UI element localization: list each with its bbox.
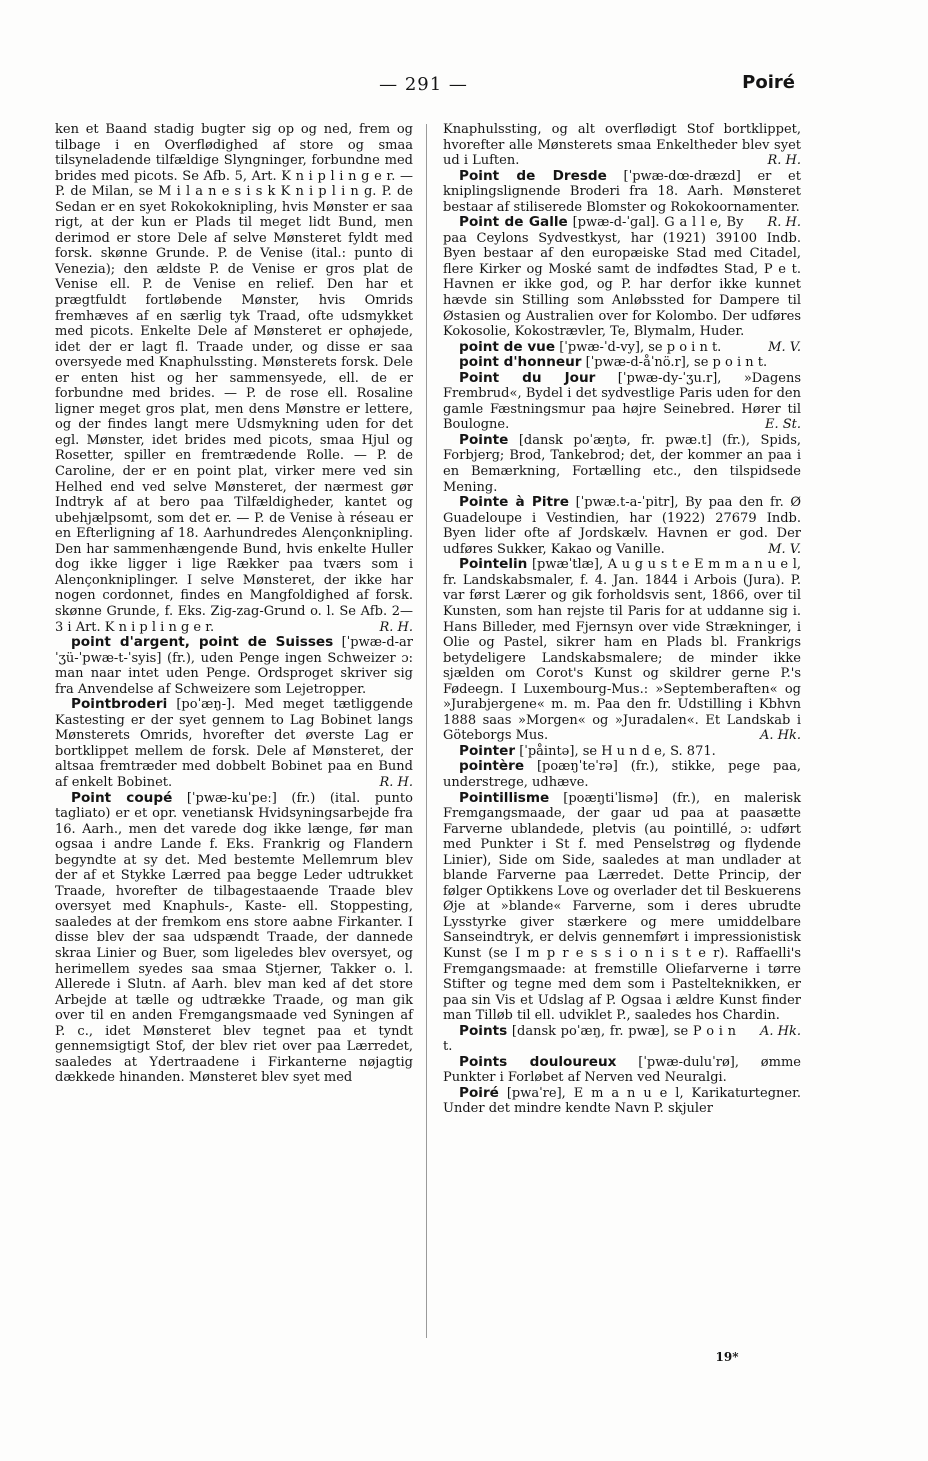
right-column xyxy=(443,122,801,1117)
author-signature: R. H. xyxy=(767,153,801,169)
entry-body: [ˈpåintə], se H u n d e, S. 871. xyxy=(519,743,716,759)
author-signature: M. V. xyxy=(768,339,801,355)
entry-headword: Points xyxy=(459,1022,508,1039)
entry-body: [dansk poˈæŋ, fr. pwæ], se P o i n t. xyxy=(443,1023,736,1055)
entry-point-coupe xyxy=(55,791,413,1086)
entry-pointere xyxy=(443,759,801,790)
entry-points-douloureux xyxy=(443,1055,801,1086)
entry-headword: Pointelin xyxy=(459,556,528,573)
entry-body: [ˈpwæ-duluˈrø], ømme Punkter i Forløbet af Nerven ved Neuralgi. xyxy=(443,1054,801,1086)
entry-body: [ˈpwæ-d-åˈnö.r], se p o i n t. xyxy=(585,355,768,371)
entry-poire xyxy=(443,1086,801,1117)
author-signature: M. V. xyxy=(768,541,801,557)
entry-pointelin xyxy=(443,557,801,744)
author-signature: R. H. xyxy=(767,215,801,231)
entry-body: [pwaˈre], E m a n u e l, Karikaturtegner. Under det mindre kendte Navn P. skjuler xyxy=(443,1085,801,1117)
entry-pointe xyxy=(443,433,801,495)
entry-headword: Pointer xyxy=(459,742,516,759)
entry-pointe-a-pitre xyxy=(443,495,801,557)
entry-body: [poˈæŋ-]. Med meget tætliggende Kastesting er der syet gennem to Lag Bobinet langs Mønsterets Omrids, hvorefter det øverste Lag er bortklippet mellem de forsk. Dele af Mønsteret, der altsaa fremtræder med dobbelt Bobinet paa en Bund af enkelt Bobinet. xyxy=(55,697,413,790)
entry-headword: Poiré xyxy=(459,1084,499,1101)
author-signature: E. St. xyxy=(764,417,801,433)
entry-headword: Points douloureux xyxy=(459,1053,617,1070)
entry-body: [ˈpwæ-dy-ˈʒu.r], »Dagens Frembrud«, Bydel i det sydvestlige Paris uden for den gamle Fæstningsmur paa højre Seinebred. Hører til Boulogne. xyxy=(443,370,802,433)
entry-headword: Pointbroderi xyxy=(71,696,168,713)
entry-body: [pwæˈtlæ], A u g u s t e E m m a n u e l, fr. Landskabsmaler, f. 4. Jan. 1844 i Arbois (Jura). P. var først Lærer og gik forholdsvis sent, 1866, over til Kunsten, som han rejste til Paris for at uddanne sig i. Hans Billeder, med Fjernsyn over vide Strækninger, i Olie og Pastel, sikrer ham en Plads bl. Frankrigs betydeligere Landskabsmalere; de minder ikke sjælden om Corot's Kunst og skildrer gerne P.'s Fødeegn. I Luxembourg-Mus.: »Septemberaften« og »Jurabjergene« m. m. Paa den fr. Udstilling i Kbhvn 1888 saas »Morgen« og »Juradalen«. Et Landskab i Göteborgs Mus. xyxy=(443,557,801,744)
entry-headword: pointère xyxy=(459,758,525,775)
author-signature: A. Hk. xyxy=(760,728,801,744)
entry-headword: point d'argent, point de Suisses xyxy=(71,634,334,651)
entry-body: [poæŋtiˈlismə] (fr.), en malerisk Fremgangsmaade, der gaar ud paa at paasætte Farverne ublandede, pletvis (au pointillé, ɔ: udført med Punkter i St f. med Penselstrøg og flydende Linier), Side om Side, saaledes at man undlader at blande Farverne paa Lærredet. Dette Princip, der følger Optikkens Love og overlader det til Beskuerens Øje at »blande« Farverne, som i deres ubrudte Lysstyrke giver stærkere og mere umiddelbare Sanseindtryk, er delvis gennemført i impressionistisk Kunst (se I m p r e s s i o n i s t e r). Raffaelli's Fremgangsmaade: at fremstille Oliefarverne i tørre Stifter og tegne med dem som i Pastelteknikken, er paa sin Vis et Udslag af P. Ogsaa i ældre Kunst finder man Tilløb til ell. udviklet P., saaledes hos Chardin. xyxy=(443,790,801,1024)
entry-point-du-jour xyxy=(443,371,801,433)
entry-body: [ˈpwæ.t-a-ˈpitr], By paa den fr. Ø Guadeloupe i Vestindien, har (1922) 27679 Indb. Byen lider ofte af Jordskælv. Havnen er god. Der udføres Sukker, Kakao og Vanille. xyxy=(443,495,801,557)
column-divider xyxy=(426,124,427,1338)
entry-body: [ˈpwæ-ˈd-vy], se p o i n t. xyxy=(559,339,722,355)
entry-body: [ˈpwæ-d-arˈʒü-ˈpwæ-t-ˈsyis] (fr.), uden Penge ingen Schweizer ɔ: man naar intet uden Penge. Ordsproget skriver sig fra Anvendelse af Schweizere som Lejetropper. xyxy=(55,635,413,697)
author-signature: R. H. xyxy=(379,774,413,790)
author-signature: R. H. xyxy=(379,619,413,635)
author-signature: A. Hk. xyxy=(760,1023,801,1039)
entry-body: [ˈpwæ-dœ-dræzd] er et kniplingslignende Broderi fra 18. Aarh. Mønsteret bestaar af stiliserede Blomster og Rokokoornamenter. xyxy=(443,168,801,215)
entry-body: [poæŋˈteˈrə] (fr.), stikke, pege paa, understrege, udhæve. xyxy=(443,759,801,790)
running-headword: Poiré xyxy=(742,72,795,93)
page-number: — 291 — xyxy=(379,74,468,95)
entry-pointer xyxy=(443,744,801,760)
entry-point-d-honneur xyxy=(443,355,801,371)
entry-headword: point d'honneur xyxy=(459,354,582,371)
entry-headword: Pointe à Pitre xyxy=(459,494,569,511)
entry-continuation: Knaphulssting, og alt overflødigt Stof bortklippet, hvorefter alle Mønsterets smaa Enkeltheder blev syet ud i Luften. R. H. xyxy=(443,122,801,169)
left-column xyxy=(55,122,413,1086)
entry-headword: Pointillisme xyxy=(459,789,550,806)
entry-body: [ˈpwæ-kuˈpeː] (fr.) (ital. punto tagliato) er et opr. venetiansk Hvidsyningsarbejde fra 16. Aarh., men det varede dog ikke længe, før man ogsaa i andre Lande f. Eks. Frankrig og Flandern begyndte at sy det. Med bestemte Mellemrum blev der af et Stykke Lærred paa begge Leder udtrukket Traade, hvorefter de tilbagestaaende Traade blev oversyet med Knaphuls-, Kaste- ell. Stoppesting, saaledes at der fremkom ens store aabne Firkanter. I disse blev der saa udspændt Traade, der dannede skraa Linier og Buer, som ligeledes blev oversyet, og herimellem syedes saa smaa Stjerner, Takker o. l. Allerede i Slutn. af Aarh. blev man ked af det store Arbejde at tælle og udtrække Traade, og man gik over til en anden Fremgangsmaade ved Syningen af P. c., idet Mønsteret blev tegnet paa et tyndt gennemsigtigt Stof, der blev riet over paa Lærredet, saaledes at Ydertraadene i Firkanterne nøjagtig dækkede hinanden. Mønsteret blev syet med xyxy=(55,790,413,1086)
entry-headword: point de vue xyxy=(459,338,556,355)
entry-body: [dansk poˈæŋtə, fr. pwæ.t] (fr.), Spids, Forbjerg; Brod, Tankebrod; det, der kommer an paa i en Bemærkning, Fortælling etc., den tilspidsede Mening. xyxy=(443,432,801,495)
signature-mark: 19* xyxy=(715,1350,739,1364)
entry-headword: Pointe xyxy=(459,431,509,448)
entry-headword: Point de Dresde xyxy=(459,167,607,184)
entry-pointbroderi xyxy=(55,697,413,790)
entry-continuation: ken et Baand stadig bugter sig op og ned, frem og tilbage i en Overflødighed af store og smaa tilsyneladende tilfældige Slyngninger, forbundne med brides med picots. Se Afb. 5, Art. K n i p l i n g e r. — P. de Milan, se M i l a n e s i s k K n i p l i n g. P. de Sedan er en syet Rokokoknipling, hvis Mønster er saa rigt, at der kun er Plads til meget lidt Bund, men derimod er store Dele af selve Mønsteret fyldt med forsk. skønne Grunde. P. de Venise (ital.: punto di Venezia); den ældste P. de Venise er gros plat de Venise ell. P. de Venise en relief. Den har et prægtfuldt fortløbende Mønster, hvis Omrids fremhæves af en særlig tyk Traad, ofte udsmykket med picots. Enkelte Dele af Mønsteret er ophøjede, idet der er lagt fl. Traade under, og disse er saa oversyede med Knaphulssting. Mønsterets forsk. Dele er enten hist og her sammensyede, ell. de er forbundne med brides. — P. de rose ell. Rosaline ligner meget gros plat, men dens Mønstre er lettere, og der findes langt mere Udsmykning uden for det egl. Mønster, idet brides med picots, smaa Hjul og Rosetter, spiller en fremtrædende Rolle. — P. de Caroline, der er en point plat, virker mere ved sin Helhed end ved selve Mønsteret, der nærmest gør Indtryk af at bero paa Tilfældigheder, kantet og ubehjælpsomt, som det er. — P. de Venise à réseau er en Efterligning af 18. Aarhundredes Alençonknipling. Den har sammenhængende Bund, hvis enkelte Huller dog ikke ligger i lige Rækker paa tværs som i Alençonkniplinger. I selve Mønsteret, der ikke har nogen cordonnet, findes en Mangfoldighed af forsk. skønne Grunde, f. Eks. Zig-zag-Grund o. l. Se Afb. 2—3 i Art. K n i p l i n g e r. R. H. xyxy=(55,122,413,635)
entry-point-d-argent xyxy=(55,635,413,697)
entry-headword: Point du Jour xyxy=(459,369,596,386)
entry-headword: Point coupé xyxy=(71,789,173,806)
entry-headword: Point de Galle xyxy=(459,214,568,231)
page-header xyxy=(52,72,795,102)
entry-body: [pwæ-d-ˈgal]. G a l l e, By paa Ceylons Sydvestkyst, har (1921) 39100 Indb. Byen bestaar af den europæiske Stad med Citadel, flere Kirker og Moské samt de indfødtes Stad, P e t. Havnen er ikke god, og P. har derfor ikke kunnet hævde sin Stilling som Anløbssted for Dampere til Østasien og Australien over for Kolombo. Der udføres Kokosolie, Kokostrævler, Te, Blymalm, Huder. xyxy=(443,215,801,340)
